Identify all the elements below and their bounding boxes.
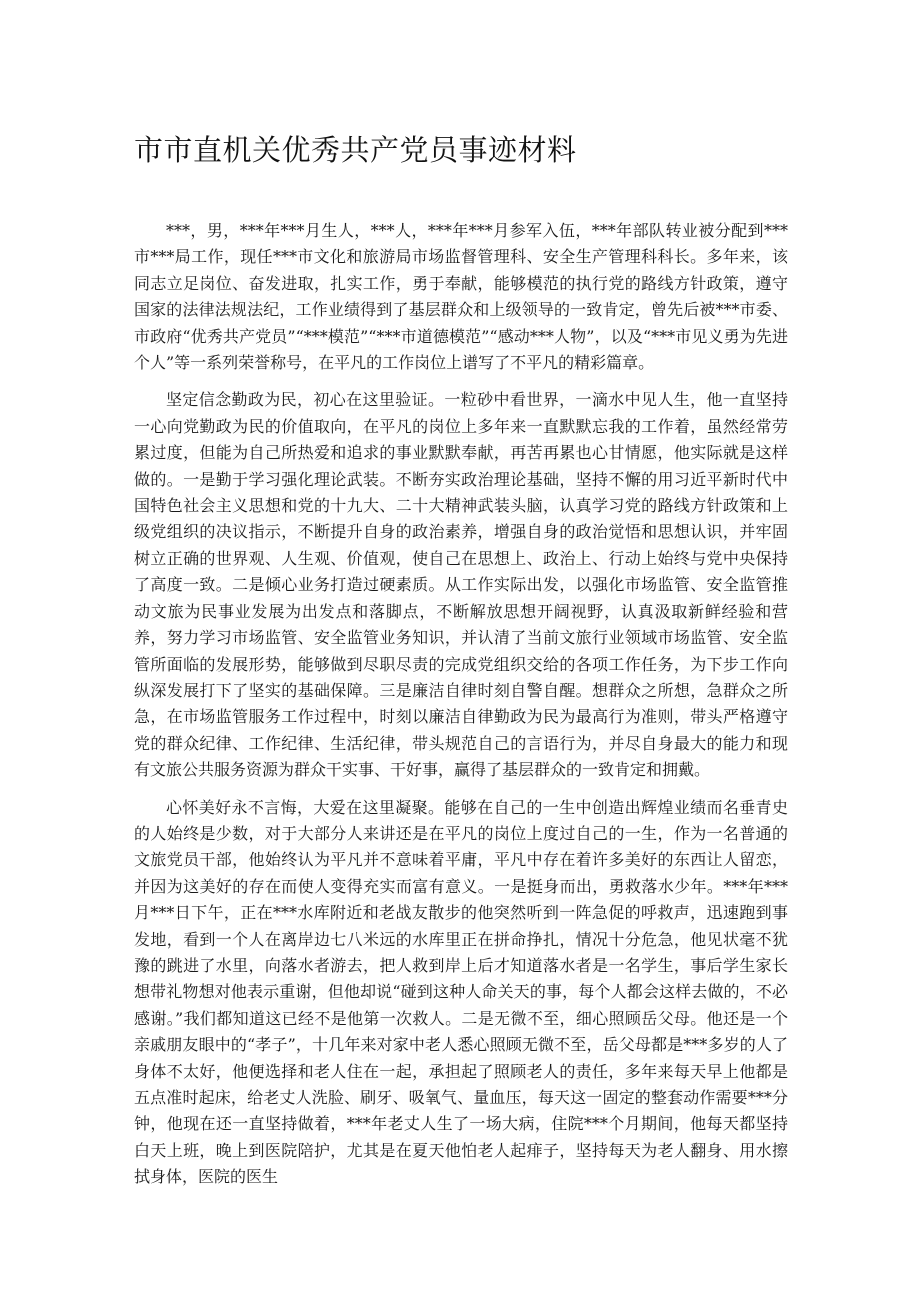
paragraph-introduction: ***，男，***年***月生人，***人，***年***月参军入伍，***年部队转业被分配到***市***局工作，现任***市文化和旅游局市场监督管理科、安全生产管理科科长。多年来，该同志立足岗位、奋发进取，扎实工作，勇于奉献，能够模范的执行党的路线方针政策，遵守国家的法律法规法纪，工作业绩得到了基层群众和上级领导的一致肯定，曾先后被***市委、市政府“优秀共产党员”“***模范”“***市道德模范”“感动***人物”，以及“***市见义勇为先进个人”等一系列荣誉称号，在平凡的工作岗位上谱写了不平凡的精彩篇章。 xyxy=(134,221,788,373)
document-body xyxy=(134,218,788,1191)
paragraph-firm-belief: 坚定信念勤政为民，初心在这里验证。一粒砂中看世界，一滴水中见人生，他一直坚持一心向党勤政为民的价值取向，在平凡的岗位上多年来一直默默忘我的工作着，虽然经常劳累过度，但能为自己所热爱和追求的事业默默奉献，再苦再累也心甘情愿，他实际就是这样做的。一是勤于学习强化理论武装。不断夯实政治理论基础，坚持不懈的用习近平新时代中国特色社会主义思想和党的十九大、二十大精神武装头脑，认真学习党的路线方针政策和上级党组织的决议指示，不断提升自身的政治素养，增强自身的政治觉悟和思想认识，并牢固树立正确的世界观、人生观、价值观，使自己在思想上、政治上、行动上始终与党中央保持了高度一致。二是倾心业务打造过硬素质。从工作实际出发，以强化市场监管、安全监管推动文旅为民事业发展为出发点和落脚点，不断解放思想开阔视野，认真汲取新鲜经验和营养，努力学习市场监管、安全监管业务知识，并认清了当前文旅行业领域市场监管、安全监管所面临的发展形势，能够做到尽职尽责的完成党组织交给的各项工作任务，为下步工作向纵深发展打下了坚实的基础保障。三是廉洁自律时刻自警自醒。想群众之所想，急群众之所急，在市场监管服务工作过程中，时刻以廉洁自律勤政为民为最高行为准则，带头严格遵守党的群众纪律、工作纪律、生活纪律，带头规范自己的言语行为，并尽自身最大的能力和现有文旅公共服务资源为群众干实事、干好事，赢得了基层群众的一致肯定和拥戴。 xyxy=(134,390,788,780)
document-title: 市市直机关优秀共产党员事迹材料 xyxy=(134,133,577,167)
paragraph-great-love: 心怀美好永不言悔，大爱在这里凝聚。能够在自己的一生中创造出辉煌业绩而名垂青史的人始终是少数，对于大部分人来讲还是在平凡的岗位上度过自己的一生，作为一名普通的文旅党员干部，他始终认为平凡并不意味着平庸，平凡中存在着许多美好的东西让人留恋，并因为这美好的存在而使人变得充实而富有意义。一是挺身而出，勇救落水少年。***年***月***日下午，正在***水库附近和老战友散步的他突然听到一阵急促的呼救声，迅速跑到事发地，看到一个人在离岸边七八米远的水库里正在拼命挣扎，情况十分危急，他见状毫不犹豫的跳进了水里，向落水者游去，把人救到岸上后才知道落水者是一名学生，事后学生家长想带礼物想对他表示重谢，但他却说“碰到这种人命关天的事，每个人都会这样去做的，不必感谢。”我们都知道这已经不是他第一次救人。二是无微不至，细心照顾岳父母。他还是一个亲戚朋友眼中的“孝子”，十几年来对家中老人悉心照顾无微不至，岳父母都是***多岁的人了身体不太好，他便选择和老人住在一起，承担起了照顾老人的责任，多年来每天早上他都是五点准时起床，给老丈人洗脸、刷牙、吸氧气、量血压，每天这一固定的整套动作需要***分钟，他现在还一直坚持做着，***年老丈人生了一场大病，住院***个月期间，他每天都坚持白天上班，晚上到医院陪护，尤其是在夏天他怕老人起痱子，坚持每天为老人翻身、用水擦拭身体，医院的医生 xyxy=(134,797,788,1187)
